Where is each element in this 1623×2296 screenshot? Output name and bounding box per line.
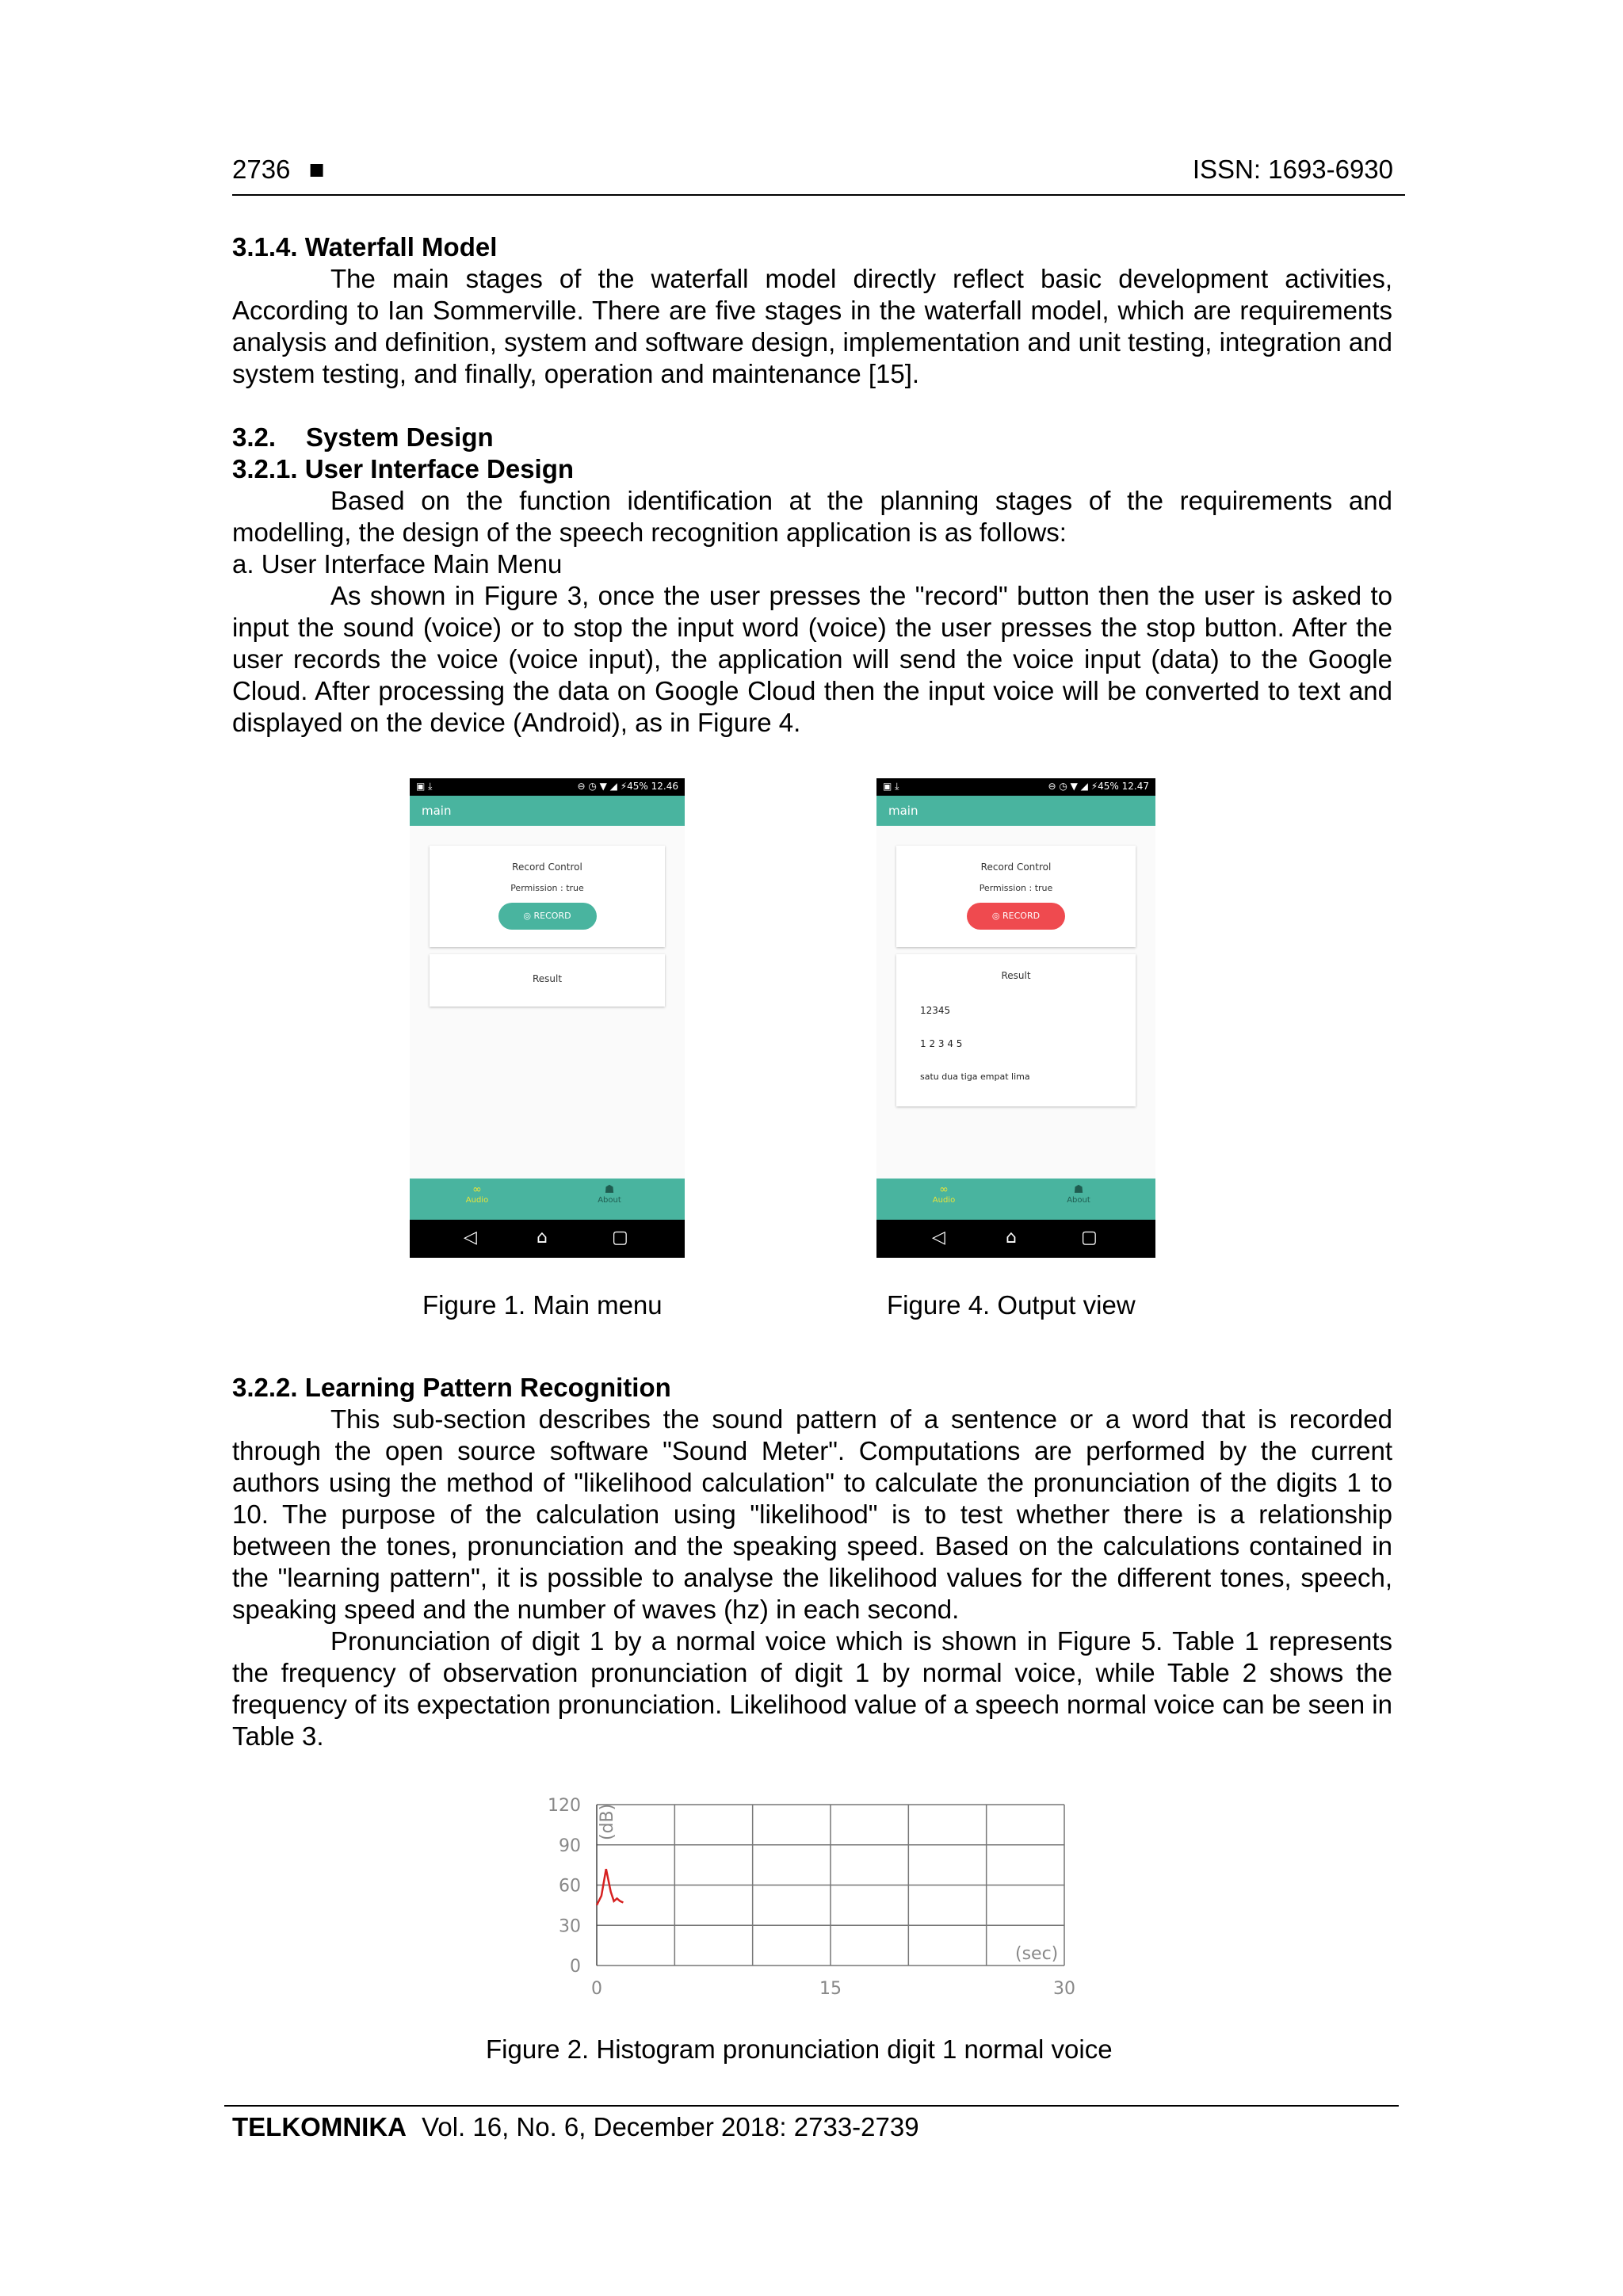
- bottom-tabs: [876, 1179, 1155, 1220]
- chart-grid: [597, 1805, 1064, 1966]
- tab-audio[interactable]: ∞ Audio: [912, 1183, 976, 1205]
- home-icon[interactable]: ⌂: [1006, 1228, 1017, 1247]
- status-bar: ▣ ⤓ ⊖ ◷ ▼ ◢ ⚡45% 12.46: [410, 778, 685, 796]
- recents-icon[interactable]: ▢: [1081, 1228, 1098, 1247]
- paragraph-waterfall: The main stages of the waterfall model directly reflect basic development activities, According to Ian Sommerville. There are five stages in the waterfall model, which are requirements analysis and definition, system and software design, implementation and unit testing, integration and system testing, and finally, operation and maintenance [15].: [232, 264, 1392, 388]
- back-icon[interactable]: ◁: [932, 1228, 945, 1247]
- paragraph-digit-1: Pronunciation of digit 1 by a normal voice which is shown in Figure 5. Table 1 represents the frequency of observation pronunciation of digit 1 by normal voice, while Table 2 shows the frequency of its expectation pronunciation. Likelihood value of a speech normal voice can be seen in Table 3.: [232, 1626, 1392, 1751]
- app-bar: main: [876, 796, 1155, 826]
- permission-label: Permission : true: [510, 883, 584, 893]
- app-bar: main: [410, 796, 685, 826]
- chart-series: [597, 1869, 623, 1905]
- paragraph-learning-pattern: This sub-section describes the sound pattern of a sentence or a word that is recorded through the open source software "Sound Meter". Computations are performed by the current authors using the method of "likelihood calculation" to calculate the pronunciation of the digits 1 to 10. The purpose of the calculation using "likelihood" is to test whether there is a relationship between the tones, pronunciation and the speaking speed. Based on the calculations contained in the "learning pattern", it is possible to analyse the likelihood values for the different tones, speech, speaking speed and the number of waves (hz) in each second.: [232, 1404, 1392, 1624]
- heading-3-1-4: 3.1.4. Waterfall Model: [232, 232, 498, 262]
- result-card: [896, 954, 1136, 1106]
- page-number: 2736 ■: [232, 155, 325, 184]
- heading-3-2: 3.2. System Design: [232, 422, 494, 452]
- y-axis-ticks: [548, 1796, 581, 1977]
- footer-rule: [224, 2105, 1399, 2107]
- figure-1-phone: [410, 778, 685, 1258]
- journal-name: TELKOMNIKA: [232, 2112, 407, 2141]
- tab-about[interactable]: ☗ About: [1047, 1183, 1110, 1205]
- body-lower: [232, 1372, 1392, 1752]
- back-icon[interactable]: ◁: [464, 1228, 477, 1247]
- x-tick-label: 30: [1053, 1979, 1075, 1999]
- about-icon: ☗: [604, 1183, 615, 1196]
- item-a: a. User Interface Main Menu: [232, 549, 563, 579]
- record-card: [896, 846, 1136, 947]
- journal-details: Vol. 16, No. 6, December 2018: 2733-2739: [422, 2112, 919, 2141]
- result-line: satu dua tiga empat lima: [920, 1072, 1030, 1082]
- bottom-tabs: [410, 1179, 685, 1220]
- issn: ISSN: 1693-6930: [1192, 155, 1393, 184]
- result-line: 12345: [920, 1005, 951, 1016]
- y-tick-label: 0: [570, 1957, 581, 1977]
- recents-icon[interactable]: ▢: [612, 1228, 628, 1247]
- record-card: [430, 846, 665, 947]
- y-tick-label: 120: [548, 1796, 581, 1816]
- home-icon[interactable]: ⌂: [537, 1228, 548, 1247]
- status-bar: ▣ ⤓ ⊖ ◷ ▼ ◢ ⚡45% 12.47: [876, 778, 1155, 796]
- phone-body: [410, 826, 685, 1179]
- result-line: 1 2 3 4 5: [920, 1038, 963, 1049]
- tab-audio[interactable]: ∞ Audio: [445, 1183, 509, 1205]
- result-card: [430, 954, 665, 1007]
- about-icon: ☗: [1073, 1183, 1084, 1196]
- y-tick-label: 60: [559, 1876, 581, 1897]
- figure-4-phone: [876, 778, 1155, 1258]
- figure-2-chart: [539, 1787, 1094, 2009]
- x-axis-label: (sec): [1015, 1944, 1059, 1964]
- series-line: [597, 1869, 623, 1905]
- heading-3-2-2: 3.2.2. Learning Pattern Recognition: [232, 1373, 671, 1402]
- caption-figure-2: Figure 2. Histogram pronunciation digit 1 normal voice: [486, 2034, 1113, 2064]
- caption-figure-4: Figure 4. Output view: [887, 1290, 1136, 1320]
- x-tick-label: 0: [591, 1979, 602, 1999]
- audio-icon: ∞: [472, 1183, 482, 1196]
- nav-bar: [410, 1220, 685, 1258]
- header-rule: [232, 194, 1405, 196]
- y-tick-label: 90: [559, 1836, 581, 1856]
- audio-icon: ∞: [939, 1183, 949, 1196]
- paragraph-ui-design: Based on the function identification at the planning stages of the requirements and modelling, the design of the speech recognition application is as follows:: [232, 486, 1392, 547]
- result-label: Result: [1001, 970, 1031, 981]
- nav-bar: [876, 1220, 1155, 1258]
- tab-about[interactable]: ☗ About: [578, 1183, 641, 1205]
- body-upper: [232, 231, 1392, 739]
- record-control-label: Record Control: [980, 861, 1052, 873]
- header-bullet: ■: [308, 155, 325, 184]
- heading-3-2-1: 3.2.1. User Interface Design: [232, 454, 575, 483]
- result-label: Result: [532, 973, 563, 984]
- caption-figure-1: Figure 1. Main menu: [422, 1290, 663, 1320]
- x-tick-label: 15: [819, 1979, 842, 1999]
- paragraph-main-menu: As shown in Figure 3, once the user presses the "record" button then the user is asked to input the sound (voice) or to stop the input word (voice) the user presses the stop button. After the user records the voice (voice input), the application will send the voice input (data) to the Google Cloud. After processing the data on Google Cloud then the input voice will be converted to text and displayed on the device (Android), as in Figure 4.: [232, 581, 1392, 737]
- y-axis-label: (dB): [598, 1803, 617, 1840]
- x-axis-ticks: [591, 1979, 1075, 1999]
- record-button[interactable]: ◎ RECORD: [498, 903, 597, 930]
- footer: [232, 2112, 919, 2142]
- y-tick-label: 30: [559, 1916, 581, 1937]
- phone-body: [876, 826, 1155, 1179]
- record-button[interactable]: ◎ RECORD: [967, 903, 1065, 930]
- permission-label: Permission : true: [979, 883, 1053, 893]
- record-control-label: Record Control: [512, 861, 582, 873]
